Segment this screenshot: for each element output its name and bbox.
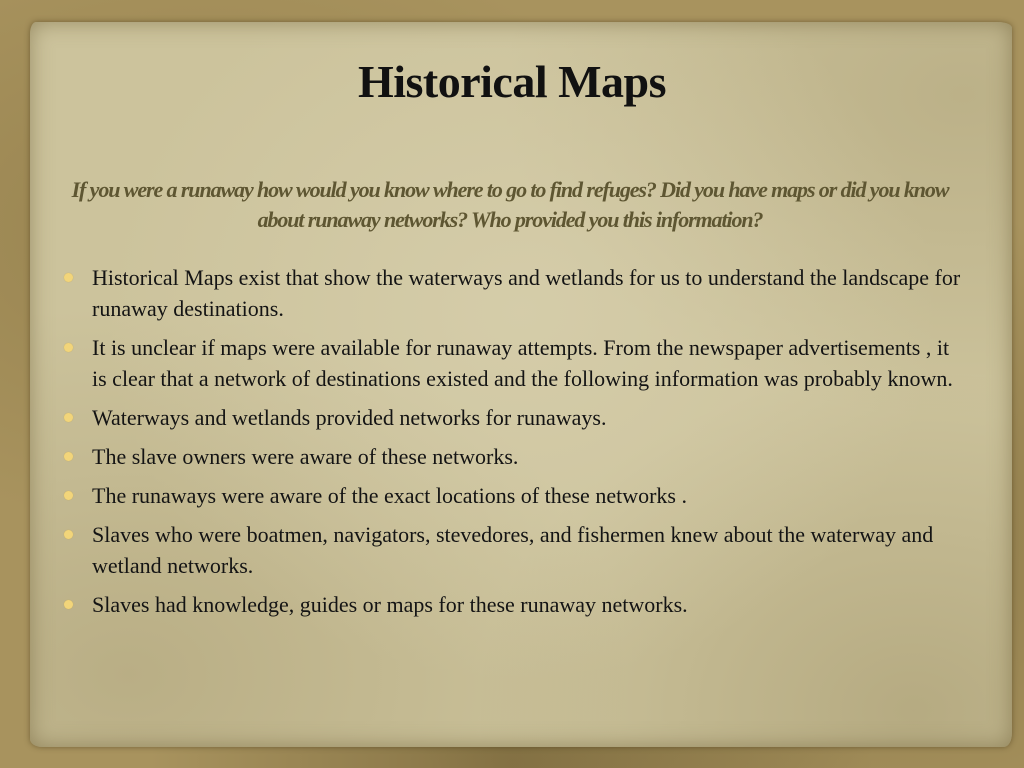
bullet-dot-icon: [64, 530, 73, 539]
bullet-item: [62, 262, 967, 324]
bullet-text: Slaves who were boatmen, navigators, stevedores, and fishermen knew about the waterway and wetland networks.: [92, 522, 934, 578]
bullet-text: Waterways and wetlands provided networks for runaways.: [92, 405, 607, 430]
bullet-item: [62, 402, 967, 433]
bullet-text: Historical Maps exist that show the waterways and wetlands for us to understand the landscape for runaway destinations.: [92, 265, 961, 321]
bullet-item: [62, 480, 967, 511]
bullet-dot-icon: [64, 273, 73, 282]
bullet-text: Slaves had knowledge, guides or maps for these runaway networks.: [92, 592, 688, 617]
bullet-item: [62, 589, 967, 620]
bullet-item: [62, 519, 967, 581]
bullet-text: The runaways were aware of the exact locations of these networks .: [92, 483, 687, 508]
bullet-text: It is unclear if maps were available for runaway attempts. From the newspaper advertisements , it is clear that a network of destinations existed and the following information was probably known.: [92, 335, 953, 391]
bullet-dot-icon: [64, 413, 73, 422]
bullet-item: [62, 441, 967, 472]
bullet-dot-icon: [64, 343, 73, 352]
bullet-dot-icon: [64, 452, 73, 461]
bullet-dot-icon: [64, 600, 73, 609]
bullet-dot-icon: [64, 491, 73, 500]
slide-subtitle: If you were a runaway how would you know where to go to find refuges? Did you have maps or did you know about runaway networks? Who provided you this information?: [71, 177, 949, 232]
bullet-list: [62, 262, 967, 628]
bullet-item: [62, 332, 967, 394]
slide-title: Historical Maps: [357, 56, 667, 107]
bullet-text: The slave owners were aware of these networks.: [92, 444, 519, 469]
